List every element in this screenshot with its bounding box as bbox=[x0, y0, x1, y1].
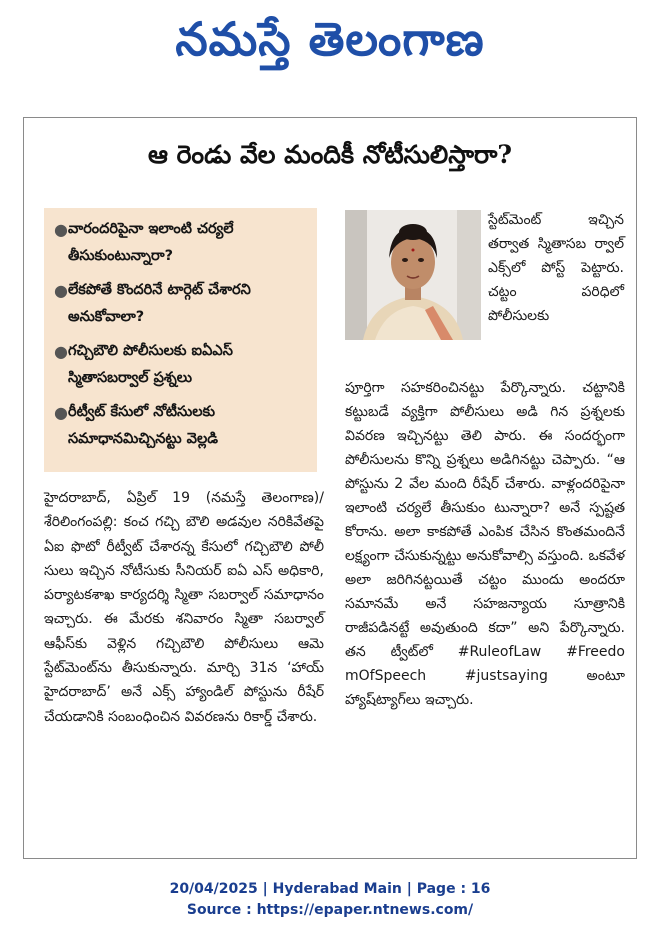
portrait-photo bbox=[345, 210, 481, 340]
highlight-bullet bbox=[54, 338, 309, 392]
highlight-bullet bbox=[54, 277, 309, 331]
bullet-text: గచ్చిబౌలి పోలీసులకు ఐఏఎస్‌ స్మితాసబర్వాల్‌ ప్రశ్నలు bbox=[68, 343, 233, 386]
article-headline: ఆ రెండు వేల మందికీ నోటీసులిస్తారా? bbox=[147, 140, 513, 169]
footer-info bbox=[0, 881, 660, 897]
bullet-text: లేకపోతే కొందరినే టార్గెట్‌ చేశారని అనుకోవాలా? bbox=[68, 282, 251, 325]
bullet-text: రీట్వీట్‌ కేసులో నోటీసులకు సమాధానమిచ్చినట్టు వెల్లడి bbox=[68, 404, 219, 447]
highlight-bullet bbox=[54, 399, 309, 453]
bullet-dot-icon: ● bbox=[54, 403, 68, 422]
article-body-right-top: స్టేట్‌మెంట్‌ ఇచ్చిన తర్వాత స్మితాసబ ర్వాల్‌ ఎక్స్‌లో పోస్ట్‌ పెట్టారు. చట్టం పరిధిలో పోలీసులకు bbox=[488, 212, 624, 324]
footer-date: 20/04/2025 bbox=[169, 881, 258, 897]
bullet-dot-icon: ● bbox=[54, 220, 68, 239]
highlight-box bbox=[44, 208, 317, 472]
highlight-bullet bbox=[54, 216, 309, 270]
bullet-dot-icon: ● bbox=[54, 342, 68, 361]
footer-edition: Hyderabad Main bbox=[272, 881, 402, 897]
article-body-left: హైదరాబాద్‌, ఏప్రిల్‌ 19 (నమస్తే తెలంగాణ)/శేరిలింగంపల్లి: కంచ గచ్చి బౌలి అడవుల నరికివేతపై ఏఐ ఫొటో రీట్వీట్‌ చేశారన్న కేసులో గచ్చిబౌలి పోలీ సులు ఇచ్చిన నోటీసుకు సీనియర్‌ ఐఏ ఎస్‌ అధికారి, పర్యాటకశాఖ కార్యదర్శి స్మితా సబర్వాల్‌ సమాధానం ఇచ్చారు. ఈ మేరకు శనివారం స్మితా సబర్వాల్‌ ఆఫీస్‌కు వెళ్లిన గచ్చిబౌలి పోలీసులు ఆమె స్టేట్‌మెంట్‌ను తీసుకున్నారు. మార్చి 31న ‘హాయ్‌ హైదరాబాద్‌’ అనే ఎక్స్‌ హ్యాండిల్‌ పోస్టును రీషేర్‌ చేయడానికి సంబంధించిన వివరణను రికార్డ్‌ చేశారు. bbox=[44, 490, 324, 725]
footer-source: Source : https://epaper.ntnews.com/ bbox=[186, 902, 474, 918]
bullet-dot-icon: ● bbox=[54, 281, 68, 300]
article-body-right: పూర్తిగా సహకరించినట్టు పేర్కొన్నారు. చట్టానికి కట్టుబడే వ్యక్తిగా పోలీసులు అడి గిన ప్రశ్నలకు వివరణ ఇచ్చినట్టు తెలి పారు. ఈ సందర్భంగా పోలీసులను కొన్ని ప్రశ్నలు అడిగినట్టు చెప్పారు. “ఆ పోస్టును 2 వేల మంది రీషేర్‌ చేశారు. వాళ్లందరిపైనా ఇలాంటి చర్యలే తీసుకుం టున్నారా? అనే స్పష్టత కోరాను. అలా కాకపోతే ఎంపిక చేసిన కొంతమందినే లక్ష్యంగా చేసుకున్నట్టు అనుకోవాల్సి వస్తుంది. ఒకవేళ అలా జరిగినట్టయితే చట్టం ముందు అందరూ సమానమే అనే సహజన్యాయ సూత్రానికి రాజీపడినట్టే అవుతుంది కదా” అని పేర్కొన్నారు. తన ట్వీట్‌లో #RuleofLaw #Freedo mOfSpeech #justsaying అంటూ హ్యాష్‌ట్యాగ్‌లు ఇచ్చారు. bbox=[345, 380, 625, 708]
newspaper-logo-title: నమస్తే తెలంగాణ bbox=[175, 12, 485, 66]
bullet-text: వారందరిపైనా ఇలాంటి చర్యలే తీసుకుంటున్నారా? bbox=[68, 221, 234, 264]
footer-separator: | bbox=[262, 881, 273, 897]
portrait-illustration bbox=[345, 210, 481, 340]
footer-separator: | bbox=[406, 881, 417, 897]
masthead bbox=[0, 0, 660, 80]
footer-page: Page : 16 bbox=[416, 881, 491, 897]
